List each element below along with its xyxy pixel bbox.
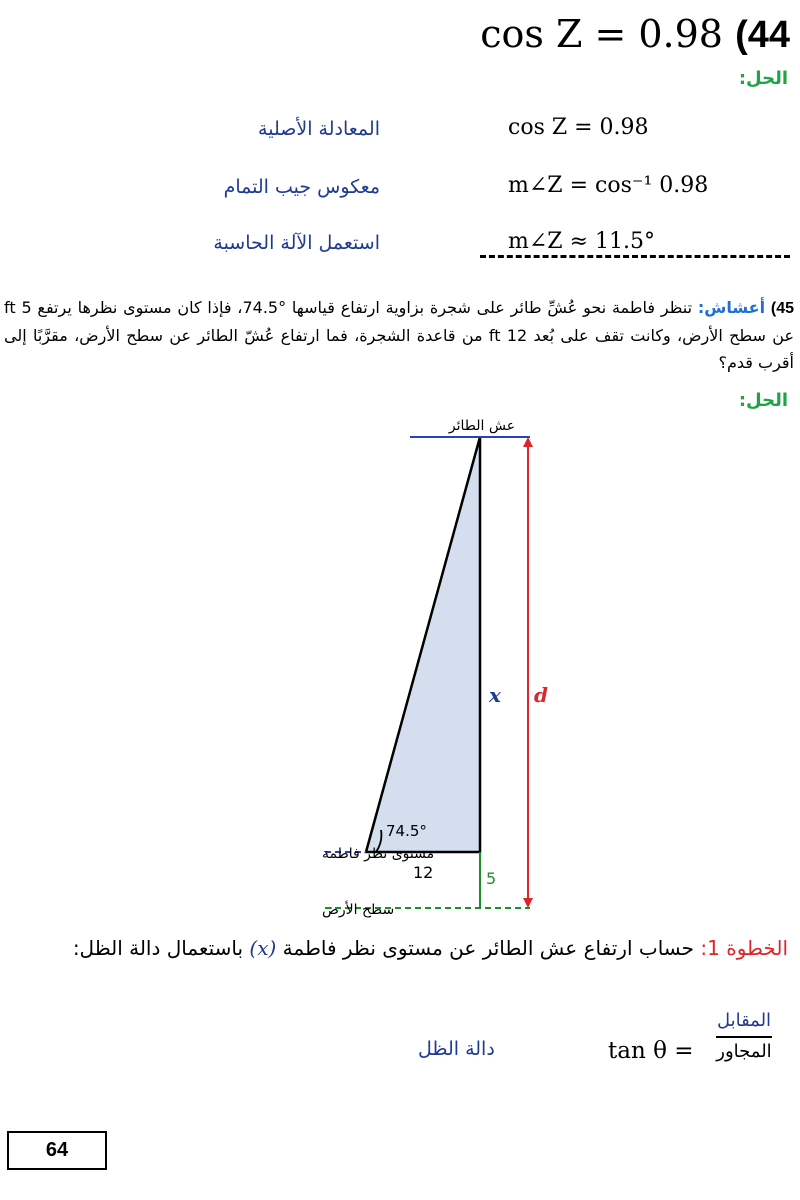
equation-step-1: cos Z = 0.98 xyxy=(508,115,649,140)
right-triangle xyxy=(366,437,480,852)
problem-45-text: تنظر فاطمة نحو عُشِّ طائر على شجرة بزاوية ارتفاع قياسها °74.5، فإذا كان مستوى نظرها يرتفع 5 ft عن سطح الأرض، وكانت تقف على بُعد 12 ft من قاعدة الشجرة، فما ارتفاع عُشّ الطائر عن سطح الأرض، مقرَّبًا إلى أقرب قدم؟ xyxy=(4,298,795,372)
step-1 xyxy=(8,936,788,960)
equation-step-3: m∠Z ≈ 11.5° xyxy=(508,229,655,254)
step-1-suffix: باستعمال دالة الظل: xyxy=(72,936,244,960)
problem-44-equation: cos Z = 0.98 xyxy=(480,12,723,56)
step-1-text: حساب ارتفاع عش الطائر عن مستوى نظر فاطمة xyxy=(282,936,695,960)
problem-44-statement xyxy=(480,12,790,57)
angle-label: 74.5° xyxy=(386,822,427,840)
problem-45-number: 45) xyxy=(770,300,795,317)
solution-label-45: الحل: xyxy=(738,390,788,411)
ground-label: سطح الأرض xyxy=(322,902,395,918)
section-divider xyxy=(480,255,790,258)
d-label: d xyxy=(534,683,548,707)
tan-formula-label: دالة الظل xyxy=(418,1038,495,1060)
problem-44-number: (44 xyxy=(735,14,790,56)
page-number: 64 xyxy=(7,1131,107,1170)
solution-label-44: الحل: xyxy=(738,68,788,89)
fraction-denominator: المجاور xyxy=(716,1041,772,1062)
step-1-label: الخطوة 1: xyxy=(700,936,788,960)
equation-label-3: استعمل الآلة الحاسبة xyxy=(213,232,380,254)
fraction-numerator: المقابل xyxy=(716,1010,772,1031)
x-label: x xyxy=(489,683,501,707)
equation-label-2: معكوس جيب التمام xyxy=(223,176,380,198)
base-label: 12 xyxy=(413,863,434,882)
problem-45-title: أعشاش: xyxy=(697,298,766,317)
nest-label: عش الطائر xyxy=(448,418,516,434)
step-1-variable: (x) xyxy=(249,936,277,960)
tan-formula-lhs: tan θ = xyxy=(608,1038,694,1064)
tan-formula-fraction xyxy=(716,1010,772,1062)
problem-45 xyxy=(4,294,794,376)
equation-label-1: المعادلة الأصلية xyxy=(258,118,380,140)
eye-level-label: مستوى نظر فاطمة xyxy=(322,846,435,862)
eye-height-label: 5 xyxy=(486,869,497,888)
fraction-bar xyxy=(716,1036,772,1038)
equation-step-2: m∠Z = cos⁻¹ 0.98 xyxy=(508,173,709,198)
bird-nest-diagram xyxy=(0,400,800,920)
